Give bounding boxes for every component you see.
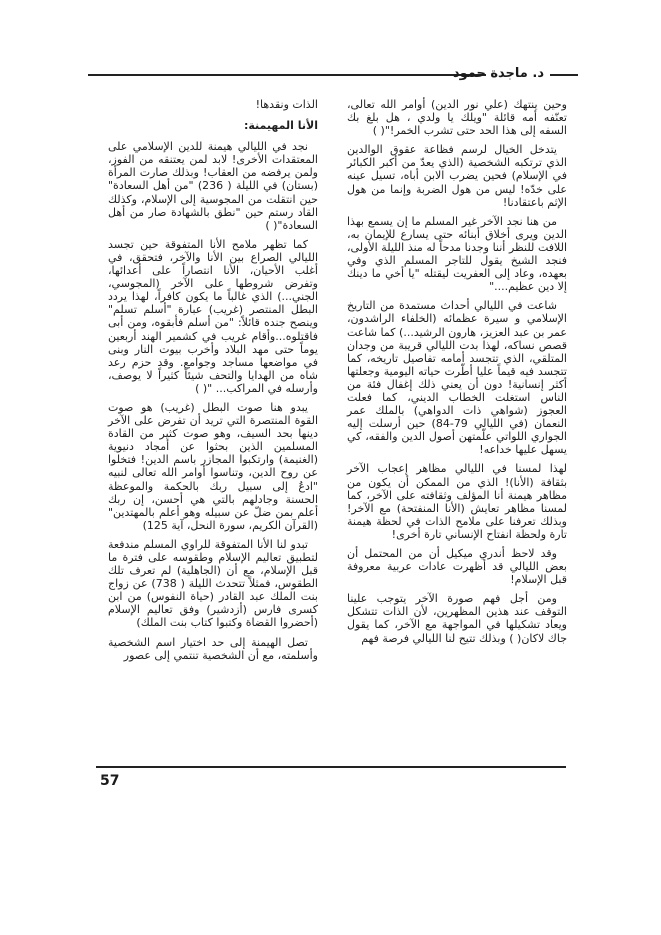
paragraph: شاعت في الليالي أحداث مستمدة من التاريخ الإسلامي و سيرة عظمائه (الخلفاء الراشدون، عمر بن عبد العزيز، هارون الرشيد...) كما شاعت قصص نساكه، لهذا بدت الليالي قريبة من وجدان المتلقي، الذي تتجسد أمامه تفاصيل تاريخه، كما تتجسد فيه قيماً عليا أطّرت حياته اليومية وجعلتها أكثر إنسانية! دون أن يعني ذلك إغفال فئة من الناس استغلت الخطاب الديني، كما فعلت العجوز (شواهي ذات الدواهي) بالملك عمر النعمان (في الليالي 79-84) حين أرسلت إليه الجواري اللواتي علّمتهن أصول الدين والفقه، كي يسهل عليها خداعه! <box>347 299 567 457</box>
paragraph: كما تظهر ملامح الأنا المتفوقة حين تجسد الليالي الصراع بين الأنا والآخر، فتحقق، في أغلب الأحيان، الأنا انتصاراً على أعدائها، وتفرض شروطها على الآخر (المجوسي، الجني...) الذي غالباً ما يكون كافراً، لهذا يردد البطل المنتصر (غريب) عبارة "أسلم تسلم" وينصح جنده قائلاً: "من أسلم فأبقوه، ومن أبى فاقتلوه...وأقام غريب في كشمير الهند أربعين يوماً حتى مهد البلاد وأخرب بيوت النار وبنى في مواضعها مساجد وجوامع. وقد حزم رعد شاه من الهدايا والتحف شيئاً كثيراً لا يوصف، وأرسله في المراكب... "( ) <box>108 237 318 395</box>
paragraph: الذات ونقدها! <box>255 98 318 111</box>
page-number: 57 <box>100 773 120 789</box>
left-column <box>108 98 318 668</box>
paragraph: يتدخل الخيال لرسم فظاعة عقوق الوالدين الذي ترتكبه الشخصية (الذي يعدّ من أكبر الكبائر في الإسلام) فحين يضرب الابن أباه، تسيل عينه على خدّه! ليس من هول الضربة وإنما من هول الإثم باعتقادنا! <box>347 143 567 209</box>
header-rule-long <box>88 74 486 76</box>
paragraph: تصل الهيمنة إلى حد اختيار اسم الشخصية وأسلمته، مع أن الشخصية تنتمي إلى عصور <box>108 635 318 662</box>
section-heading: الأنا المهيمنة: <box>243 119 318 133</box>
paragraph: يبدو هنا صوت البطل (غريب) هو صوت القوة المنتصرة التي تريد أن تفرض على الآخر دينها بحد السيف، وهو صوت كثير من القادة المسلمين الذين بحثوا عن أمجاد دنيوية (الغنيمة) وارتكبوا المجازر باسم الدين! فتخلوا عن روح الدين، وتناسوا أوامر الله تعالى لنبيه "ادعُ إلى سبيل ربك بالحكمة والموعظة الحسنة وجادلهم بالتي هي أحسن، إن ربك أعلم بمن ضلّ عن سبيله وهو أعلم بالمهتدين"(القرآن الكريم، سورة النحل، آية 125) <box>108 400 318 532</box>
paragraph: وحين ينتهك (علي نور الدين) أوامر الله تعالى، تعنّفه أمه قائلة "ويلك يا ولدي ، هل بلغ بك السفه إلى هذا الحد حتى تشرب الخمر!"( ) <box>347 98 567 138</box>
paragraph: من هنا نجد الآخر غير المسلم ما إن يسمع بهذا الدين ويرى أخلاق أبنائه حتى يسارع للإيمان به، اللافت للنظر أننا وجدنا مدحاً له منذ الليلة الأولى، فنجد الشيخ يقول للتاجر المسلم الذي وفي بعهده، وعاد إلى العفريت ليقتله "يا أخي ما دينك إلا دين عظيم...." <box>347 214 567 294</box>
right-column <box>347 98 567 651</box>
header-rule-short <box>550 74 578 76</box>
paragraph: وقد لاحظ أندري ميكيل أن من المحتمل أن بعض الليالي قد أظهرت عادات عربية معروفة قبل الإسلام! <box>347 547 567 587</box>
paragraph: لهذا لمسنا في الليالي مظاهر إعجاب الآخر بثقافة (الأنا)! الذي من الممكن أن يكون من مظاهر هيمنة أنا المؤلف وثقافته على الآخر، كما لمسنا مظاهر تعايش (الأنا المنفتحة) مع الآخر! وبذلك تعرفنا على ملامح الذات في لحظة هيمنة تارة ولحظة انفتاح الإنساني تارة أخرى! <box>347 462 567 541</box>
page-header <box>88 64 578 84</box>
paragraph: تبدو لنا الأنا المتفوقة للراوي المسلم مندفعة لتطبيق تعاليم الإسلام وطقوسه على فترة ما قبل الإسلام، مع أن (الجاهلية) لم تعرف تلك الطقوس، فمثلاً تتحدث الليلة ( 738) عن زواج بنت الملك عبد القادر (حياة النفوس) من ابن كسرى فارس (أزدشير) وفق تعاليم الإسلام (أحضروا القضاة وكتبوا كتاب بنت الملك) <box>108 537 318 630</box>
author-name: د. ماجدة حمود <box>452 66 544 81</box>
paragraph: نجد في الليالي هيمنة للدين الإسلامي على المعتقدات الأخرى! لابد لمن يعتنقه من الفوز، ولمن يرفضه من العقاب! وبذلك صارت المرأة (بستان) في الليلة ( 236) "من أهل السعادة" حين انتقلت من المجوسية إلى الإسلام، وكذلك القاد رستم حين "نطق بالشهادة صار من أهل السعادة"( ) <box>108 140 318 232</box>
paragraph: ومن أجل فهم صورة الآخر يتوجب علينا التوقف عند هذين المظهرين، لأن الذات تتشكل ويعاد تشكيلها في المواجهة مع الآخر، كما يقول جاك لاكان( ) وبذلك تتيح لنا الليالي فرصة فهم <box>347 592 567 645</box>
footer-rule <box>96 766 566 768</box>
